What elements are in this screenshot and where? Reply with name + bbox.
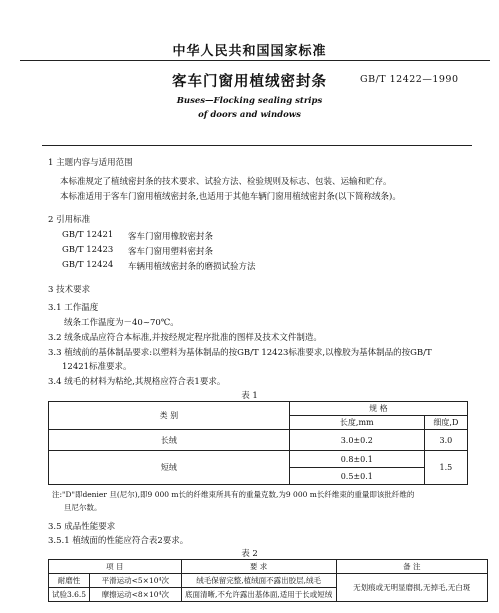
standard-title: 中华人民共和国国家标准 [172,44,327,59]
section-2-heading: 2 引用标准 [48,215,91,225]
table-1-row-short-fineness: 1.5 [424,451,467,485]
table-1-header-spec: 规 格 [289,402,467,416]
section-3-5-heading: 3.5 成品性能要求 [48,522,116,532]
table-2-caption: 表 2 [241,549,258,559]
section-3-5-1: 3.5.1 植绒面的性能应符合表2要求。 [48,536,189,546]
section-1-para-2: 本标准适用于客车门窗用植绒密封条,也适用于其他车辆门窗用植绒密封条(以下简称绒条)。 [60,192,401,202]
ref-code-1: GB/T 12421 [62,230,114,240]
header-rule [20,60,490,61]
table-1-row-long-length: 3.0±0.2 [289,430,424,451]
ref-name-2: 客车门窗用塑料密封条 [128,247,214,257]
ref-code-2: GB/T 12423 [62,245,114,255]
table-2-remark: 无划痕或无明显磨损,无掉毛,无白斑 [336,574,487,602]
section-3-2: 3.2 绒条成品应符合本标准,并按经规定程序批准的图样及技术文件制造。 [48,333,322,343]
table-1-row-long-fineness: 3.0 [424,430,467,451]
section-3-1-heading: 3.1 工作温度 [48,303,99,313]
ref-code-3: GB/T 12424 [62,260,114,270]
table-1-caption: 表 1 [241,391,258,401]
table-1-note-line-2: 旦尼尔数。 [64,503,102,512]
table-2-row-2-sub: 摩擦运动<8×10⁴次 [90,588,182,602]
table-2-row-1-sub: 平滑运动<5×10⁴次 [90,574,182,588]
table-1-header-category: 类 别 [49,402,290,430]
section-1-heading: 1 主题内容与适用范围 [48,158,133,168]
ref-name-3: 车辆用植绒密封条的磨损试验方法 [128,262,256,272]
document-title: 客车门窗用植绒密封条 [172,73,327,90]
table-2 [48,559,488,602]
standard-code: GB/T 12422—1990 [360,74,459,85]
table-2-row-1-label: 耐磨性 [49,574,90,588]
section-3-3-line-1: 3.3 植绒前的基体制品要求:以塑料为基体制品的按GB/T 12423标准要求,以橡胶为基体制品的按GB/T [48,348,432,358]
table-1-note-line-1: 注:"D"即denier 旦(尼尔),即9 000 m长的纤维束所具有的重量克数,为9 000 m长纤维束的重量即该批纤维的 [52,490,415,499]
table-1 [48,401,468,485]
section-3-heading: 3 技术要求 [48,285,91,295]
section-3-3-line-2: 12421标准要求。 [62,362,132,372]
section-1-para-1: 本标准规定了植绒密封条的技术要求、试验方法、检验规则及标志、包装、运输和贮存。 [60,177,392,187]
section-3-1-body: 绒条工作温度为－40~70℃。 [64,318,179,328]
table-2-row-1-requirement: 绒毛保留完整,植绒面不露出胶层,绒毛 [181,574,336,588]
english-title-line1: Buses—Flocking sealing strips [176,96,323,106]
english-title-line2: of doors and windows [198,110,301,120]
table-1-row-short-length-2: 0.5±0.1 [289,468,424,485]
table-2-header-remark: 备 注 [336,560,487,574]
ref-name-1: 客车门窗用橡胶密封条 [128,232,214,242]
table-2-row-2-label: 试验3.6.5 [49,588,90,602]
section-3-4: 3.4 绒毛的材料为粘纶,其规格应符合表1要求。 [48,377,226,387]
table-2-header-item: 项 目 [49,560,182,574]
table-1-header-length: 长度,mm [289,416,424,430]
table-1-row-short-label: 短绒 [49,451,290,485]
table-2-row-2-requirement: 底面清晰,不允许露出基体面,适用于长或短绒 [181,588,336,602]
title-rule [42,145,472,146]
table-1-row-short-length-1: 0.8±0.1 [289,451,424,468]
table-1-row-long-label: 长绒 [49,430,290,451]
table-2-header-requirement: 要 求 [181,560,336,574]
table-1-header-fineness: 细度,D [424,416,467,430]
